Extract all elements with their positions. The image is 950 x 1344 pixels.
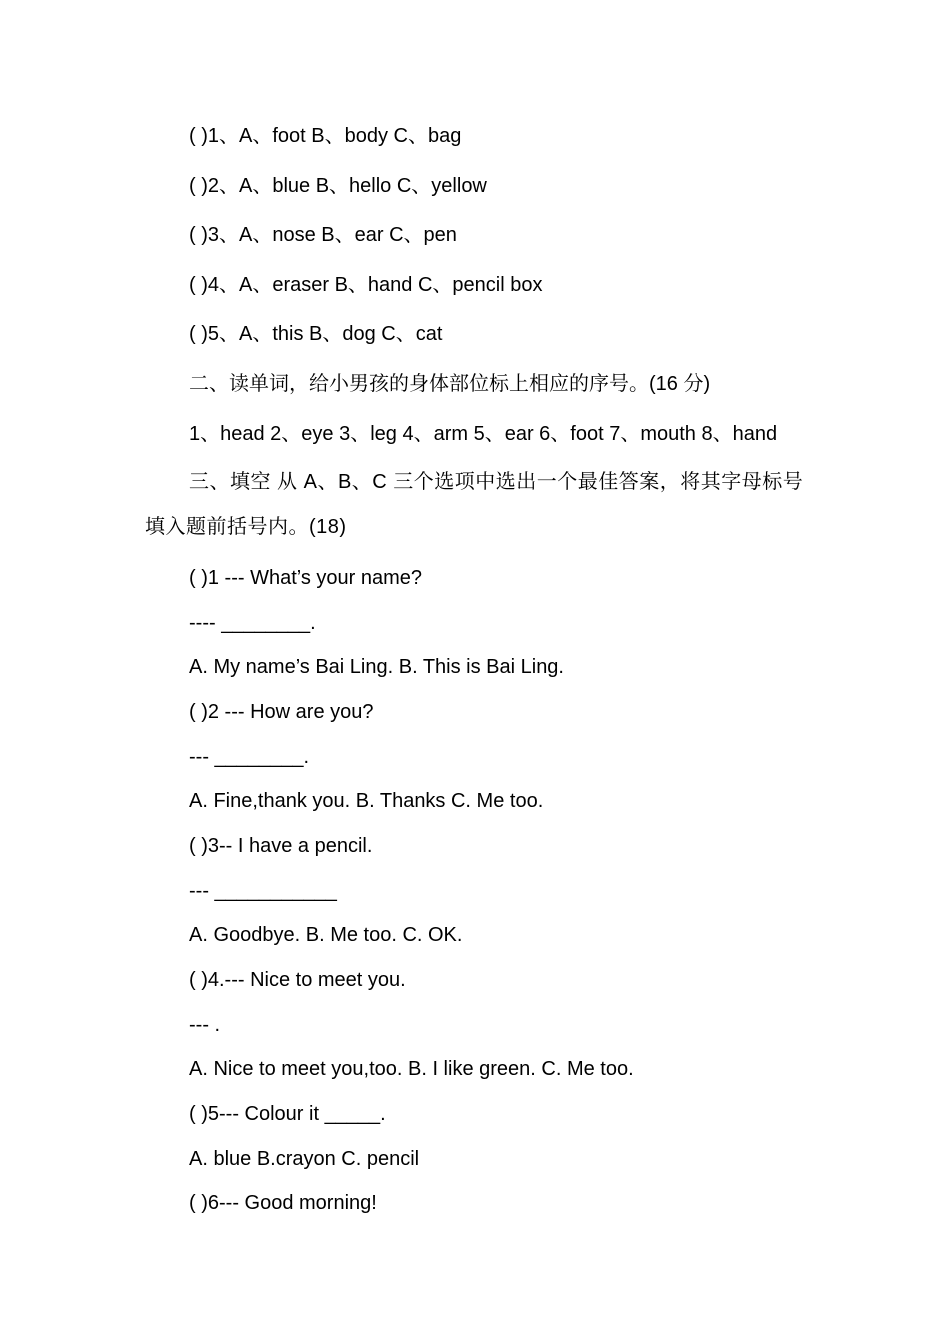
question-line: ( )5--- Colour it _____.	[189, 1103, 386, 1125]
options-line: A. Goodbye. B. Me too. C. OK.	[189, 924, 463, 946]
options-line: A. My name’s Bai Ling. B. This is Bai Ling.	[189, 656, 564, 678]
section-heading: 二、读单词，给小男孩的身体部位标上相应的序号。(16 分)	[189, 373, 711, 395]
question-line: ( )2 --- How are you?	[189, 701, 374, 723]
question-line: ( )5、A、this B、dog C、cat	[189, 323, 443, 345]
options-line: A. blue B.crayon C. pencil	[189, 1148, 420, 1170]
options-line: A. Fine,thank you. B. Thanks C. Me too.	[189, 790, 544, 812]
question-line: ( )4、A、eraser B、hand C、pencil box	[189, 274, 543, 296]
question-line: ( )4.--- Nice to meet you.	[189, 969, 406, 991]
options-line: A. Nice to meet you,too. B. I like green. C. Me too.	[189, 1058, 634, 1080]
answer-line: ---- ________.	[189, 612, 316, 634]
question-line: ( )1、A、foot B、body C、bag	[189, 125, 462, 147]
question-line: ( )6--- Good morning!	[189, 1192, 377, 1214]
section-heading: 三、填空 从 A、B、C 三个选项中选出一个最佳答案，将其字母标号填入题前括号内。(18)	[145, 471, 804, 538]
question-line: ( )3-- I have a pencil.	[189, 835, 373, 857]
question-line: ( )2、A、blue B、hello C、yellow	[189, 175, 487, 197]
answer-line: --- ________.	[189, 746, 310, 768]
word-list: 1、head 2、eye 3、leg 4、arm 5、ear 6、foot 7、mouth 8、hand	[189, 423, 778, 445]
question-line: ( )1 --- What’s your name?	[189, 567, 423, 589]
answer-line: --- ___________	[189, 880, 337, 902]
answer-line: --- .	[189, 1014, 221, 1036]
question-line: ( )3、A、nose B、ear C、pen	[189, 224, 457, 246]
